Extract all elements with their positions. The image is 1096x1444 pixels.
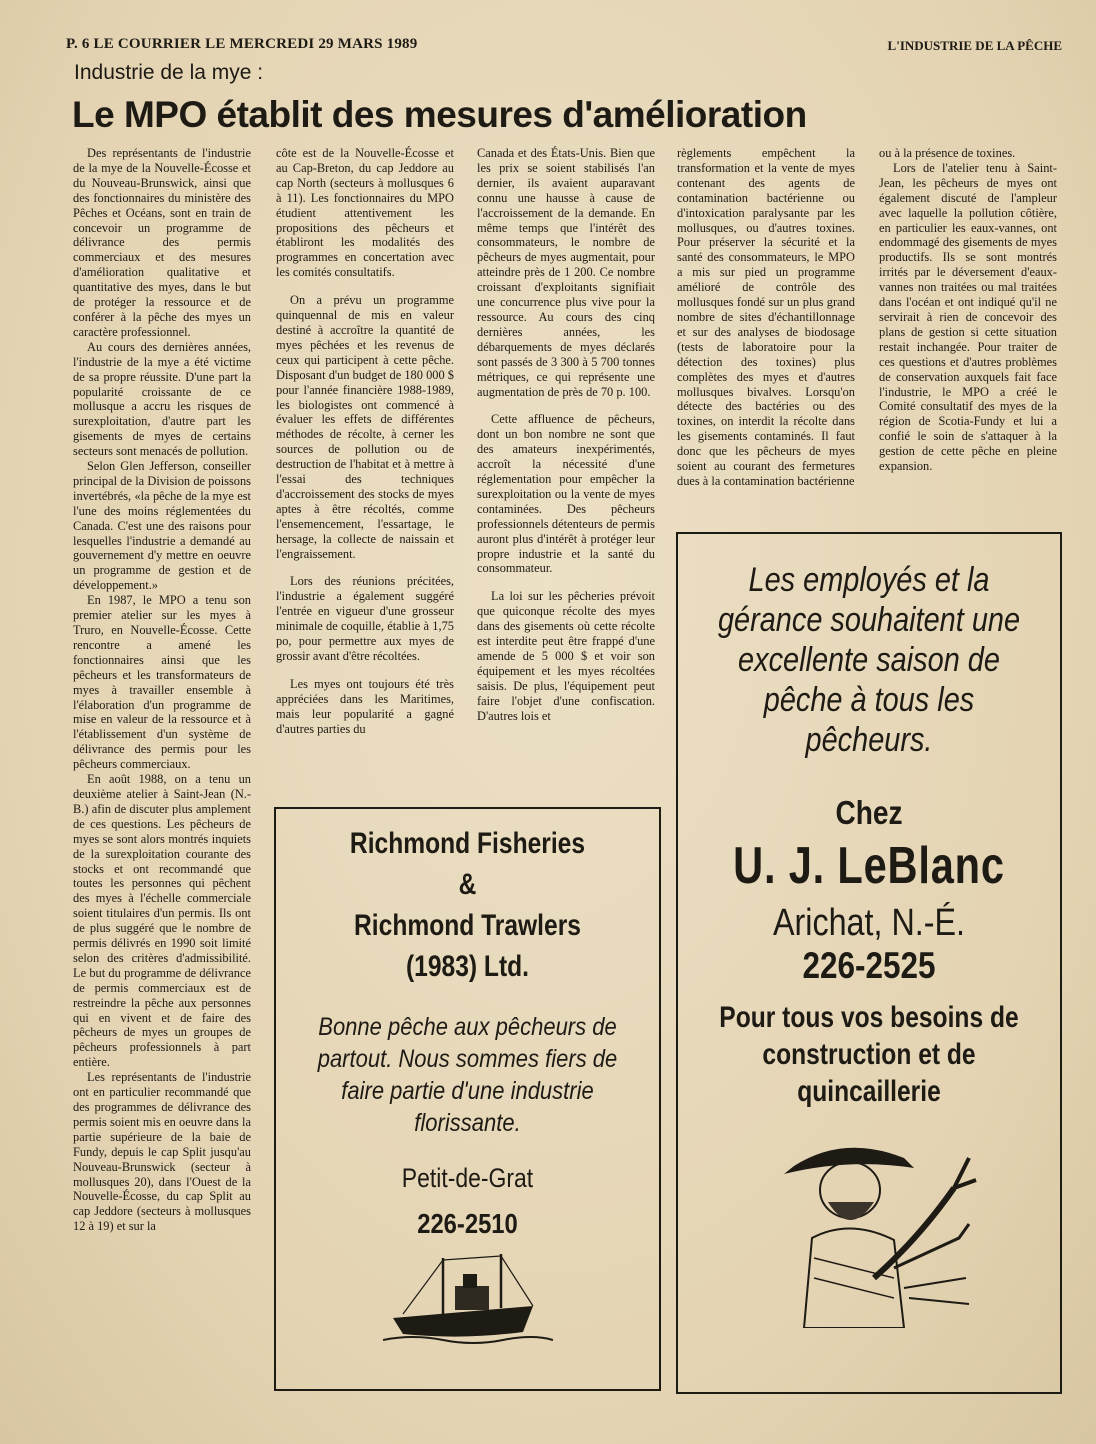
- ad-location: Arichat, N.-É.: [772, 902, 966, 944]
- paragraph: Lors de l'atelier tenu à Saint-Jean, les pêcheurs de myes ont également discuté de l'ampleur avec laquelle la pollution côtière, en particulier les eaux-vannes, ont endommagé des gisements de myes productifs. Ils se sont montrés irrités par le déversement d'eaux-vannes non traitées ou mal traitées dans l'océan et ont indiqué qu'il ne servirait à rien de concevoir des plans de gestion si cette situation restait inchangée. Pour traiter de ces questions et d'autres problèmes de conservation auxquels fait face l'industrie, le MPO a créé le Comité consultatif des myes de la région de Scotia-Fundy et lui a confié le soin de s'attaquer à la gestion de cette pêche en pleine expansion.: [879, 160, 1057, 474]
- ad-location: Petit-de-Grat: [401, 1163, 534, 1193]
- paragraph: Les myes ont toujours été très appréciées dans les Maritimes, mais leur popularité a gagné d'autres parties du: [276, 676, 454, 736]
- ad-uj-leblanc: [676, 532, 1062, 1394]
- article-column-4: [677, 146, 855, 518]
- ad-company-name-line1: Richmond Fisheries: [349, 827, 586, 860]
- paragraph: La loi sur les pêcheries prévoit que quiconque récolte des myes dans des gisements où cette récolte est interdite peut être frappé d'une amende de 5 000 $ et voir son équipement et les myes récoltées saisis. De plus, l'équipement peut faire l'objet d'une confiscation. D'autres lois et: [477, 589, 655, 723]
- paragraph: côte est de la Nouvelle-Écosse et au Cap-Breton, du cap Jeddore au cap North (secteurs à mollusques 6 à 11). Les fonctionnaires du MPO étudient attentivement les propositions des pêcheurs et établiront les modalités des programmes en concertation avec les comités consultatifs.: [276, 146, 454, 280]
- paragraph: On a prévu un programme quinquennal de mis en valeur destiné à accroître la quantité de myes pêchées et les revenus de ceux qui participent à cette pêche. Disposant d'un budget de 180 000 $ pour l'année financière 1988-1989, les biologistes ont commencé à évaluer les effets de différentes méthodes de récolte, à cerner les sources de pollution ou de destruction de l'habitat et à mettre à l'essai des techniques d'accroissement des stocks de myes aptes à être récoltés, comme l'ensemencement, l'essartage, le hersage, la collecte de naissain et l'engraissement.: [276, 293, 454, 561]
- fishing-boat-icon: [383, 1248, 553, 1348]
- paragraph: En août 1988, on a tenu un deuxième atelier à Saint-Jean (N.-B.) afin de discuter plus amplement de ces questions. Les pêcheurs de myes se sont alors montrés inquiets de la surexploitation courante des stocks et ont recommandé que toutes les personnes qui pêchent des myes à l'échelle commerciale soient titulaires d'un permis. Ils ont de plus suggéré que le nombre de permis délivrés en 1990 soit limité selon des critères d'admissibilité. Le but du programme de délivrance de permis commerciaux est de restreindre la pêche aux personnes qui en vivent et de faire des pêcheurs de myes un groupes de pêcheurs professionnels à part entière.: [73, 772, 251, 1070]
- article-column-2: [276, 146, 454, 796]
- ad-phone: 226-2510: [417, 1208, 518, 1239]
- page-header-right: L'INDUSTRIE DE LA PÊCHE: [887, 38, 1062, 53]
- ad-message: Bonne pêche aux pêcheurs de partout. Nous sommes fiers de faire partie d'une industrie florissante.: [317, 1013, 618, 1137]
- article-kicker: Industrie de la mye :: [74, 61, 264, 84]
- article-column-1: [73, 146, 251, 1396]
- paragraph: Lors des réunions précitées, l'industrie a également suggéré l'entrée en vigueur d'une grosseur minimale de coquille, établie à 1,75 po, pour permettre aux myes de grossir avant d'être récoltées.: [276, 574, 454, 663]
- paragraph: ou à la présence de toxines.: [879, 146, 1016, 160]
- fisherman-lobster-icon: [754, 1128, 984, 1328]
- paragraph: Les représentants de l'industrie ont en particulier recommandé que des programmes de délivrance des permis soient mis en oeuvre dans la partie supérieure de la baie de Fundy, depuis le cap Split jusqu'au Nouveau-Brunswick (secteur à mollusques 20), dans l'Ouest de la Nouvelle-Écosse, du cap Split au cap Jeddore (secteurs à mollusques 12 à 19) et sur la: [73, 1070, 251, 1234]
- article-headline: Le MPO établit des mesures d'amélioration: [72, 94, 807, 135]
- ad-message: Les employés et la gérance souhaitent une excellente saison de pêche à tous les pêcheurs.: [717, 561, 1021, 759]
- ad-company-name-line3: Richmond Trawlers: [354, 909, 581, 942]
- paragraph: Selon Glen Jefferson, conseiller principal de la Division de poissons invertébrés, «la pêche de la mye est l'une des moins réglementées du Canada. C'est une des raisons pour lesquelles l'industrie a demandé au gouvernement d'y mettre en oeuvre un programme de gestion et de développement.»: [73, 459, 251, 593]
- paragraph: Au cours des dernières années, l'industrie de la mye a été victime de sa propre réussite. D'une part la popularité croissante de ce mollusque a accru les risques de surexploitation, d'autre part les gisements de myes de certains secteurs sont menacés de pollution.: [73, 339, 251, 459]
- page-header-left: P. 6 LE COURRIER LE MERCREDI 29 MARS 1989: [66, 36, 418, 52]
- ad-chez: Chez: [835, 794, 903, 831]
- article-column-3: [477, 146, 655, 796]
- ad-company-name-line2: &: [458, 868, 477, 901]
- paragraph: En 1987, le MPO a tenu son premier atelier sur les myes à Truro, en Nouvelle-Écosse. Cette rencontre a amené les fonctionnaires ainsi que les pêcheurs et les transformateurs de myes à travailler ensemble à l'élaboration d'un programme de mise en valeur de la ressource et à l'établissement d'un système de délivrance des permis pour les pêcheurs commerciaux.: [73, 593, 251, 772]
- paragraph: Cette affluence de pêcheurs, dont un bon nombre ne sont que des amateurs inexpérimentés, accroît la nécessité d'une réglementation pour empêcher la surexploitation ou la vente de myes contaminées. Des pêcheurs professionnels détenteurs de permis auront plus d'intérêt à protéger leur propre industrie et la santé du consommateur.: [477, 412, 655, 576]
- ad-richmond-fisheries: [274, 807, 661, 1391]
- ad-company-name-line4: (1983) Ltd.: [405, 950, 530, 983]
- paragraph: règlements empêchent la transformation et la vente de myes contenant des agents de contamination bactérienne ou d'intoxication paralysante par les mollusques, ou d'autres toxines. Pour préserver la sécurité et la santé des consommateurs, le MPO a mis sur pied un programme amélioré de contrôle des mollusques fondé sur un plus grand nombre de sites d'échantillonnage et sur des analyses de biodosage (tests de laboratoire pour la détection des toxines) plus complètes des myes et d'autres mollusques bivalves. Lorsqu'on détecte des bactéries ou des toxines, on interdit la récolte dans les gisements contaminés. Il faut donc que les pêcheurs de myes soient au courant des fermetures dues à la contamination bactérienne: [677, 146, 855, 488]
- paragraph: Des représentants de l'industrie de la mye de la Nouvelle-Écosse et du Nouveau-Brunswick, ainsi que des fonctionnaires du ministère des Pêches et Océans, sont en train de concevoir un programme de délivrance des permis commerciaux et des mesures d'amélioration qualitative et quantitative des myes, dans le but de protéger la ressource et de conférer à la pêche des myes un caractère professionnel.: [73, 146, 251, 339]
- ad-tagline: Pour tous vos besoins de construction et de quincaillerie: [719, 1001, 1019, 1108]
- paragraph: Canada et des États-Unis. Bien que les prix se soient stabilisés l'an dernier, ils avaient auparavant connu une hausse à cause de l'accroissement de la demande. En même temps que l'intérêt des consommateurs, le nombre de pêcheurs de myes augmentait, pour atteindre près de 1 200. Ce nombre croissant d'exploitants signifiait une concurrence plus vive pour la ressource. Au cours des cinq dernières années, les débarquements de myes déclarés sont passés de 3 300 à 5 700 tonnes métriques, ce qui représente une augmentation de près de 70 p. 100.: [477, 146, 655, 399]
- ad-phone: 226-2525: [802, 945, 936, 986]
- article-column-5: [879, 146, 1057, 518]
- ad-company-name: U. J. LeBlanc: [733, 837, 1005, 895]
